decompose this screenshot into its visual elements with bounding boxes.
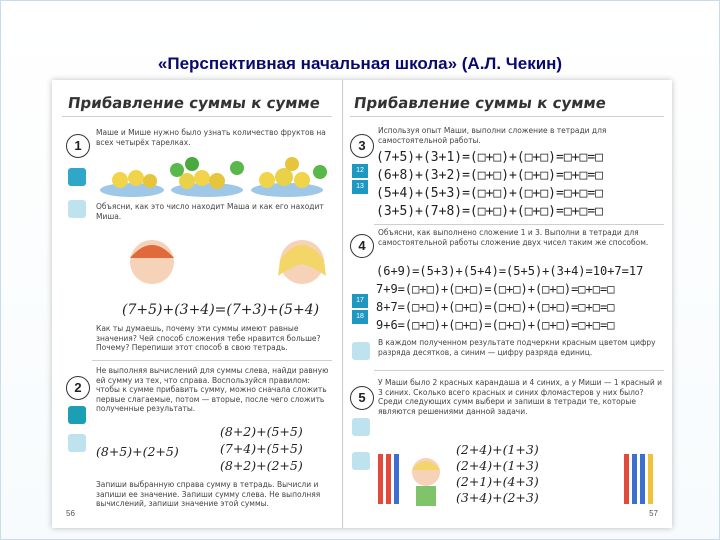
yellow-pencil <box>648 454 653 504</box>
task-4-row: 8+7=(□+□)+(□+□)=(□+□)+(□+□)=□+□=□ <box>376 300 615 314</box>
divider <box>374 370 664 371</box>
pear <box>112 172 128 188</box>
blue-pencil <box>394 454 399 504</box>
right-page-title: Прибавление суммы к сумме <box>352 94 608 112</box>
red-pencil <box>378 454 383 504</box>
right-page-number: 57 <box>649 509 658 518</box>
divider <box>62 116 332 117</box>
textbook-spread <box>52 80 672 528</box>
pear <box>294 172 310 188</box>
page-ref-badge: 12 <box>352 164 368 178</box>
divider <box>350 116 664 117</box>
pear <box>209 173 225 189</box>
task-4-text: Объясни, как выполнено сложение 1 и 3. Выполни в тетради для самостоятельной работы сложение двух чисел таким же способом. <box>378 228 649 247</box>
divider <box>92 360 332 361</box>
task-3-row: (3+5)+(7+8)=(□+□)+(□+□)=□+□=□ <box>376 204 603 219</box>
pear <box>259 172 275 188</box>
left-page-title: Прибавление суммы к сумме <box>66 94 322 112</box>
left-page-number: 56 <box>66 509 75 518</box>
apple <box>170 163 184 177</box>
divider <box>374 224 664 225</box>
page-ref-badge: 18 <box>352 310 368 324</box>
task-4-row: (6+9)=(5+3)+(5+4)=(5+5)+(3+4)=10+7=17 <box>376 264 644 278</box>
task-3-number: 3 <box>350 134 374 158</box>
task-5-option: (2+1)+(4+3) <box>456 474 539 489</box>
task-5-text: У Маши было 2 красных карандаша и 4 синих, а у Миши — 1 красный и 3 синих. Сколько всего красных и синих фломастеров у них было? Среди следующих сумм выбери и запиши в тетради те, которые являются решениями данной задачи. <box>378 378 662 416</box>
child-body <box>416 486 436 506</box>
apple <box>185 157 199 171</box>
task-2-option: (7+4)+(5+5) <box>220 441 303 456</box>
task-1-formula: (7+5)+(3+4)=(7+3)+(5+4) <box>122 302 320 318</box>
calculator-icon <box>68 406 86 424</box>
book-icon <box>352 452 370 470</box>
book-icon <box>352 418 370 436</box>
task-1-question: Объясни, как это число находит Маша и как его находит Миша. <box>96 202 324 221</box>
task-3-text: Используя опыт Маши, выполни сложение в тетради для самостоятельной работы. <box>378 126 607 145</box>
task-2-number: 2 <box>66 376 90 400</box>
task-2-text: Не выполняя вычислений для суммы слева, найди равную ей сумму из тех, что справа. Воспользуйся правилом: чтобы к сумме прибавить сумму, можно сначала сложить первые слагаемые, потом — вторые, после чего сложить полученные результаты. <box>96 366 329 413</box>
task-4-row: 9+6=(□+□)+(□+□)=(□+□)+(□+□)=□+□=□ <box>376 318 615 332</box>
right-page <box>344 80 672 528</box>
red-pencil <box>624 454 629 504</box>
task-2-option: (8+2)+(2+5) <box>220 458 303 473</box>
task-2-footer: Запиши выбранную справа сумму в тетрадь. Вычисли и запиши ее значение. Запиши сумму слева. Не выполняя вычислений, запиши значение этой суммы. <box>96 480 321 508</box>
apple <box>230 161 244 175</box>
pear <box>143 174 157 188</box>
book-icon <box>68 434 86 452</box>
task-3-row: (7+5)+(3+1)=(□+□)+(□+□)=□+□=□ <box>376 150 603 165</box>
task-4-row: 7+9=(□+□)+(□+□)=(□+□)+(□+□)=□+□=□ <box>376 282 615 296</box>
children-illustration <box>112 230 332 300</box>
task-3-row: (5+4)+(5+3)=(□+□)+(□+□)=□+□=□ <box>376 186 603 201</box>
task-4-number: 4 <box>350 234 374 258</box>
book-icon <box>68 200 86 218</box>
pear <box>285 157 299 171</box>
left-page <box>52 80 343 528</box>
task-5-option: (2+4)+(1+3) <box>456 458 539 473</box>
red-pencil <box>386 454 391 504</box>
task-1-discussion: Как ты думаешь, почему эти суммы имеют равные значения? Чей способ сложения тебе нравится больше? Почему? Перепиши этот способ в свою тетрадь. <box>96 324 321 352</box>
task-1-number: 1 <box>66 134 90 158</box>
book-icon <box>352 342 370 360</box>
task-5-option: (2+4)+(1+3) <box>456 442 539 457</box>
task-5-number: 5 <box>350 386 374 410</box>
blue-pencil <box>632 454 637 504</box>
slide-title: «Перспективная начальная школа» (А.Л. Чекин) <box>157 54 563 73</box>
page-ref-badge: 13 <box>352 180 368 194</box>
task-4-note: В каждом полученном результате подчеркни красным цветом цифру разряда десятков, а синим — цифру разряда единиц. <box>378 338 656 357</box>
task-3-row: (6+8)+(3+2)=(□+□)+(□+□)=□+□=□ <box>376 168 603 183</box>
pencil-icon <box>68 168 86 186</box>
task-2-option: (8+2)+(5+5) <box>220 424 303 439</box>
task-2-left-expression: (8+5)+(2+5) <box>96 444 179 459</box>
pear <box>194 170 210 186</box>
blue-pencil <box>640 454 645 504</box>
fruit-plates-illustration <box>92 150 332 198</box>
task-1-text: Маше и Мише нужно было узнать количество фруктов на всех четырёх тарелках. <box>96 128 326 147</box>
apple <box>313 165 327 179</box>
task-5-option: (3+4)+(2+3) <box>456 490 539 505</box>
pear <box>128 170 144 186</box>
page-ref-badge: 17 <box>352 294 368 308</box>
